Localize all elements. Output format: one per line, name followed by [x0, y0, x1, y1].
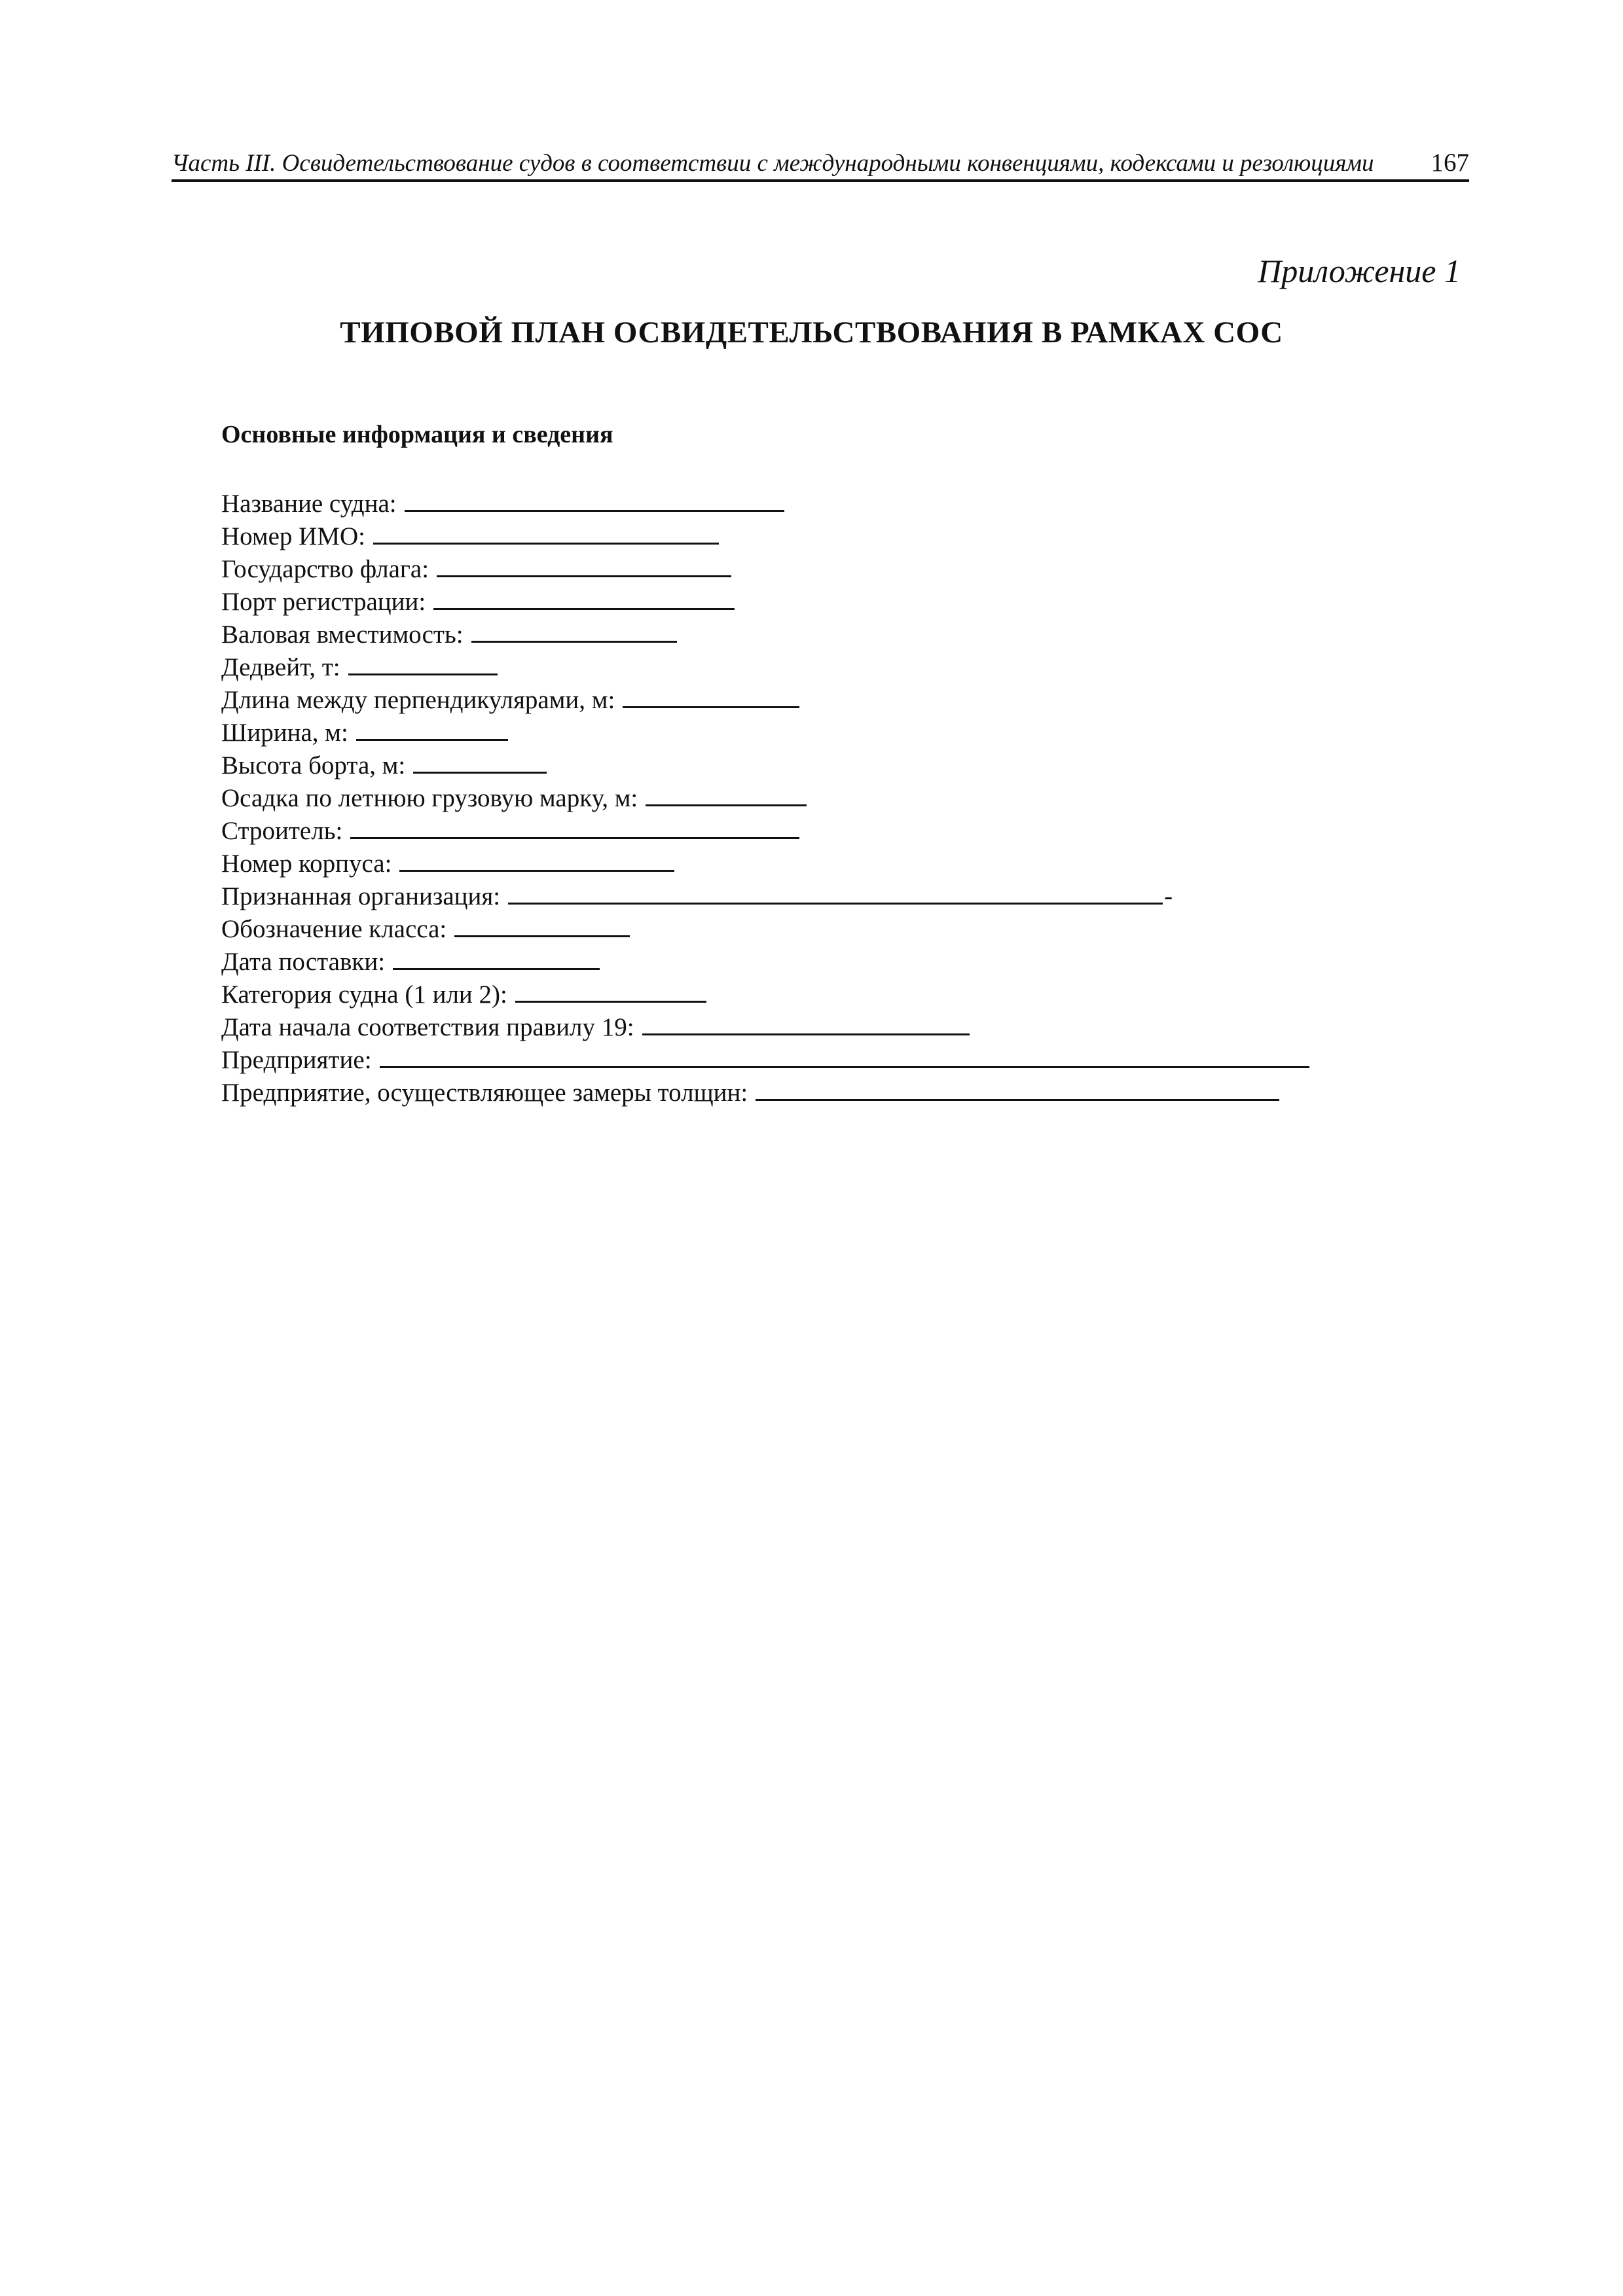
- field-blank[interactable]: [405, 488, 784, 512]
- field-blank[interactable]: [348, 651, 498, 675]
- field-blank[interactable]: [380, 1044, 1309, 1068]
- document-title: ТИПОВОЙ ПЛАН ОСВИДЕТЕЛЬСТВОВАНИЯ В РАМКАХ СОС: [340, 315, 1283, 350]
- field-blank[interactable]: [515, 978, 706, 1003]
- field-summer-draught: [221, 782, 1309, 815]
- field-regulation-19-date: [221, 1011, 1309, 1044]
- field-blank[interactable]: [471, 619, 677, 643]
- field-blank[interactable]: [433, 586, 735, 610]
- field-gross-tonnage: [221, 619, 1309, 651]
- field-label: Дата поставки:: [221, 948, 386, 976]
- field-blank[interactable]: [623, 684, 799, 708]
- field-depth: [221, 749, 1309, 782]
- field-label: Номер корпуса:: [221, 850, 392, 878]
- running-title: Часть III. Освидетельствование судов в соответствии с международными конвенциями, кодексами и резолюциями: [172, 150, 1374, 177]
- field-blank[interactable]: [437, 553, 731, 577]
- field-port-of-registry: [221, 586, 1309, 619]
- field-label: Обозначение класса:: [221, 915, 447, 943]
- field-company: [221, 1044, 1309, 1077]
- page-number: 167: [1431, 149, 1469, 177]
- field-blank[interactable]: [646, 782, 807, 806]
- field-hull-number: [221, 848, 1309, 880]
- field-label: Порт регистрации:: [221, 588, 426, 616]
- field-label: Государство флага:: [221, 555, 429, 583]
- field-label: Категория судна (1 или 2):: [221, 980, 507, 1009]
- running-header: [172, 143, 1469, 182]
- field-tail: -: [1164, 882, 1173, 910]
- field-blank[interactable]: [413, 749, 547, 774]
- field-label: Осадка по летнюю грузовую марку, м:: [221, 784, 638, 812]
- field-class-notation: [221, 913, 1309, 946]
- field-blank[interactable]: [756, 1077, 1279, 1101]
- field-builder: [221, 815, 1309, 848]
- field-blank[interactable]: [350, 815, 799, 839]
- field-blank[interactable]: [356, 717, 508, 741]
- form-fields: [221, 488, 1309, 1109]
- field-blank[interactable]: [454, 913, 630, 937]
- field-blank[interactable]: [393, 946, 600, 970]
- field-blank[interactable]: [508, 880, 1163, 905]
- appendix-label: Приложение 1: [1258, 253, 1461, 289]
- field-flag-state: [221, 553, 1309, 586]
- field-imo-number: [221, 520, 1309, 553]
- field-recognized-organization: [221, 880, 1309, 913]
- field-blank[interactable]: [373, 520, 719, 545]
- field-thickness-measurement-company: [221, 1077, 1309, 1109]
- section-heading: Основные информация и сведения: [221, 421, 613, 448]
- field-blank[interactable]: [642, 1011, 970, 1035]
- field-label: Валовая вместимость:: [221, 620, 464, 649]
- field-vessel-name: [221, 488, 1309, 520]
- field-label: Строитель:: [221, 817, 343, 845]
- field-label: Предприятие, осуществляющее замеры толщин:: [221, 1079, 748, 1107]
- field-label: Ширина, м:: [221, 719, 348, 747]
- field-label: Высота борта, м:: [221, 751, 406, 780]
- field-deadweight: [221, 651, 1309, 684]
- field-label: Дата начала соответствия правилу 19:: [221, 1013, 634, 1041]
- field-delivery-date: [221, 946, 1309, 978]
- field-vessel-category: [221, 978, 1309, 1011]
- field-label: Название судна:: [221, 490, 397, 518]
- field-blank[interactable]: [399, 848, 674, 872]
- field-label: Дедвейт, т:: [221, 653, 340, 681]
- field-label: Предприятие:: [221, 1046, 372, 1074]
- field-breadth: [221, 717, 1309, 749]
- field-label: Длина между перпендикулярами, м:: [221, 686, 615, 714]
- field-label: Номер ИМО:: [221, 522, 366, 550]
- field-length-bp: [221, 684, 1309, 717]
- field-label: Признанная организация:: [221, 882, 501, 910]
